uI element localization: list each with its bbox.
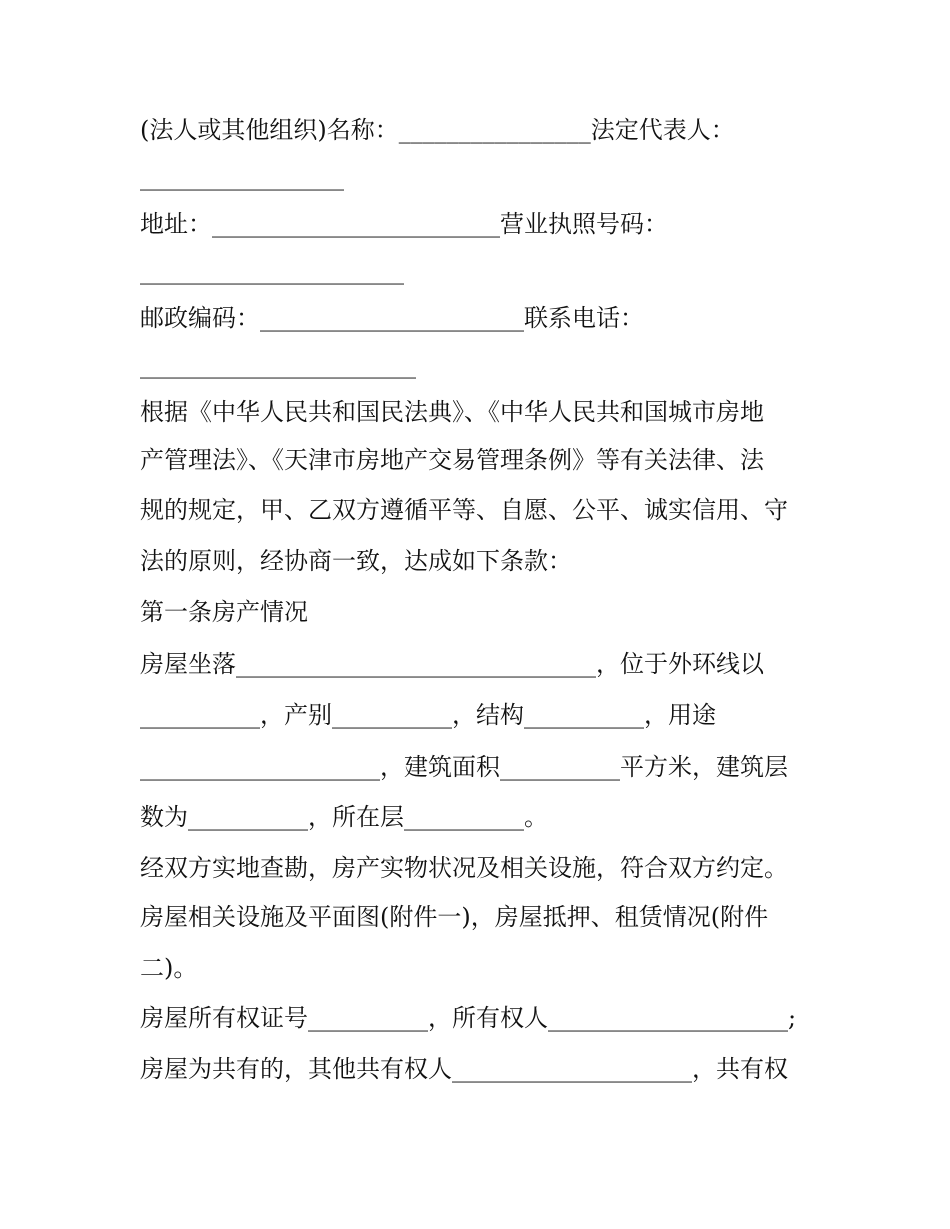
text-line-postal-code: 邮政编码：______________________联系电话： — [140, 304, 644, 332]
text-line-blank: ______________________ — [140, 257, 404, 285]
text-line-preamble: 根据《中华人民共和国民法典》、《中华人民共和国城市房地 — [140, 398, 764, 426]
section-heading-article-one: 第一条房产情况 — [140, 598, 308, 626]
text-line-ownership-certificate: 房屋所有权证号__________，所有权人____________________; — [140, 1004, 797, 1032]
text-line-floor-count: 数为__________，所在层__________。 — [140, 803, 548, 831]
text-line-legal-entity-name: (法人或其他组织)名称：________________法定代表人： — [140, 116, 735, 144]
text-line-preamble: 规的规定，甲、乙双方遵循平等、自愿、公平、诚实信用、守 — [140, 496, 788, 524]
text-line-attachments: 二)。 — [140, 954, 198, 982]
text-line-co-owners: 房屋为共有的，其他共有权人____________________，共有权 — [140, 1055, 788, 1083]
text-line-property-location: 房屋坐落______________________________，位于外环线以 — [140, 650, 764, 678]
text-line-preamble: 法的原则，经协商一致，达成如下条款： — [140, 547, 572, 575]
text-line-address: 地址：________________________营业执照号码： — [140, 210, 668, 238]
text-line-building-area: ____________________，建筑面积__________平方米，建筑层 — [140, 753, 788, 781]
text-line-inspection: 经双方实地查勘，房产实物状况及相关设施，符合双方约定。 — [140, 854, 788, 882]
text-line-preamble: 产管理法》、《天津市房地产交易管理条例》等有关法律、法 — [140, 446, 764, 474]
text-line-attachments: 房屋相关设施及平面图(附件一)，房屋抵押、租赁情况(附件 — [140, 903, 769, 931]
text-line-blank: _________________ — [140, 163, 344, 191]
text-line-property-type: __________，产别__________，结构__________，用途 — [140, 701, 716, 729]
text-line-blank: _______________________ — [140, 351, 416, 379]
